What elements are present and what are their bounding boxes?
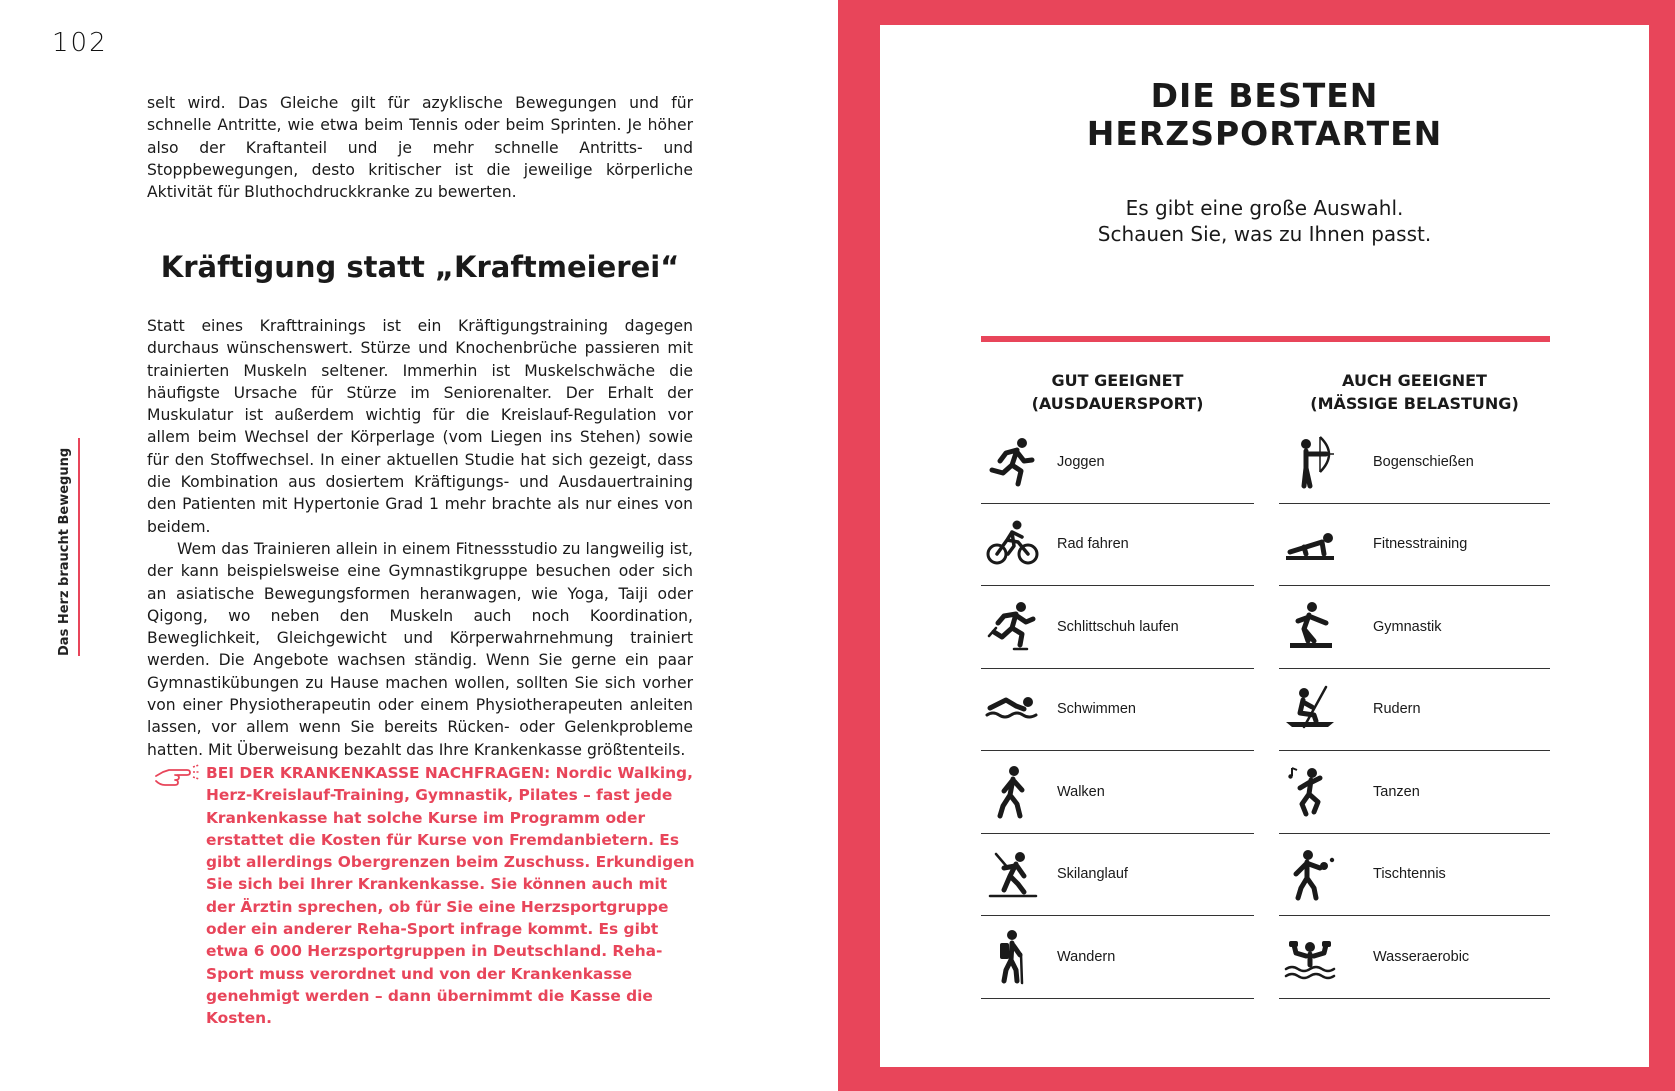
intro-text: selt wird. Das Gleiche gilt für azyklische Bewegungen und für schnelle Antritte, wie etwa beim Tennis oder beim Sprinten. Je höher also der Kraftanteil und je mehr schnelle Antritts- und Stoppbewegungen, desto kritischer ist die jeweilige körperliche Aktivität für Bluthochdruckkranke zu bewerten. (147, 94, 693, 202)
tip-text: BEI DER KRANKENKASSE NACHFRAGEN: Nordic Walking, Herz-Kreislauf-Training, Gymnastik, Pilates – fast jede Krankenkasse hat solche Kurse im Programm oder erstattet die Kosten für Kurse von Fremdanbietern. Es gibt allerdings Obergrenzen beim Zuschuss. Erkundigen Sie sich bei Ihrer Krankenkasse. Sie können auch mit der Ärztin sprechen, ob für Sie eine Herzsportgruppe oder ein anderer Reha-Sport infrage kommt. Es gibt etwa 6 000 Herzsportgruppen in Deutschland. Reha-Sport muss verordnet und von der Krankenkasse genehmigt werden – dann übernimmt die Kasse die Kosten. (206, 764, 695, 1028)
sport-label: Bogenschießen (1373, 453, 1474, 470)
sport-label: Gymnastik (1373, 618, 1442, 635)
column-also-heading (1279, 369, 1550, 421)
sport-label: Schlittschuh laufen (1057, 618, 1179, 635)
dancing-icon (1279, 761, 1341, 823)
column-good-heading-line-1: GUT GEEIGNET (1051, 371, 1184, 390)
sport-label: Tanzen (1373, 783, 1420, 800)
sport-label: Walken (1057, 783, 1105, 800)
side-tab-label: Das Herz braucht Bewegung (54, 438, 80, 656)
sport-label: Rad fahren (1057, 536, 1129, 553)
sport-item (981, 504, 1254, 587)
sport-item (981, 916, 1254, 999)
sport-label: Joggen (1057, 453, 1105, 470)
column-also-heading-line-1: AUCH GEEIGNET (1342, 371, 1487, 390)
intro-paragraph (147, 92, 693, 203)
right-page (838, 0, 1675, 1091)
column-also (1279, 369, 1550, 999)
main-text (147, 315, 693, 761)
sport-item (1279, 916, 1550, 999)
sports-panel (880, 25, 1649, 1067)
sport-label: Tischtennis (1373, 866, 1446, 883)
paragraph-1: Statt eines Krafttrainings ist ein Kräftigungstraining dagegen durchaus wünschenswert. Stürze und Knochenbrüche passieren mit trainierten Muskeln seltener. Immerhin ist Muskelschwäche die häufigste Ursache für Stürze im Seniorenalter. Der Erhalt der Muskulatur ist außerdem wichtig für die Kreislauf-Regulation vor allem beim Wechsel der Körperlage (vom Liegen ins Stehen) sowie für den Stoffwechsel. In einer aktuellen Studie hat sich gezeigt, dass die Kombination aus dosiertem Kräftigungs- und Ausdauertraining den Patienten mit Hypertonie Grad 1 mehr brachte als nur eines von beidem. (147, 317, 693, 536)
sport-item (1279, 421, 1550, 504)
sport-item (1279, 834, 1550, 917)
section-heading: Kräftigung statt „Kraftmeierei“ (160, 250, 680, 284)
panel-title-line-2: HERZSPORTARTEN (1086, 114, 1443, 153)
sport-label: Fitnesstraining (1373, 536, 1468, 553)
sport-item (981, 669, 1254, 752)
panel-subtitle-line-1: Es gibt eine große Auswahl. (1125, 196, 1404, 220)
jogging-icon (981, 431, 1043, 493)
ice-skating-icon (981, 596, 1043, 658)
gymnastics-icon (1279, 596, 1341, 658)
pointing-hand-icon (153, 762, 201, 790)
hiking-icon (981, 926, 1043, 988)
panel-subtitle (880, 195, 1649, 247)
swimming-icon (981, 678, 1043, 740)
table-tennis-icon (1279, 843, 1341, 905)
sport-item (1279, 669, 1550, 752)
cycling-icon (981, 513, 1043, 575)
walking-icon (981, 761, 1043, 823)
column-good-heading (981, 369, 1254, 421)
side-tab (54, 438, 80, 656)
sport-label: Skilanglauf (1057, 866, 1128, 883)
panel-subtitle-line-2: Schauen Sie, was zu Ihnen passt. (1097, 222, 1432, 246)
cross-country-skiing-icon (981, 843, 1043, 905)
panel-title-line-1: DIE BESTEN (1150, 76, 1379, 115)
divider-rule (981, 336, 1550, 342)
sport-item (1279, 751, 1550, 834)
sport-item (981, 586, 1254, 669)
page-number: 102 (52, 28, 108, 58)
column-good-heading-line-2: (AUSDAUERSPORT) (1031, 394, 1204, 413)
panel-title (880, 77, 1649, 153)
rowing-icon (1279, 678, 1341, 740)
water-aerobics-icon (1279, 926, 1341, 988)
sport-item (981, 751, 1254, 834)
sport-label: Schwimmen (1057, 701, 1136, 718)
sport-item (1279, 586, 1550, 669)
sport-item (981, 421, 1254, 504)
column-good (981, 369, 1254, 999)
archery-icon (1279, 431, 1341, 493)
sport-label: Wasseraerobic (1373, 948, 1470, 965)
fitness-pushup-icon (1279, 513, 1341, 575)
paragraph-2: Wem das Trainieren allein in einem Fitnessstudio zu langweilig ist, der kann beispielsweise eine Gymnastikgruppe besuchen oder sich an asiatische Bewegungsformen heranwagen, wie Yoga, Taiji oder Qigong, wo neben den Muskeln auch noch Koordination, Beweglichkeit, Gleichgewicht und Körperwahrnehmung trainiert werden. Die Angebote wachsen ständig. Wenn Sie gerne ein paar Gymnastikübungen zu Hause machen wollen, sollten Sie sich vorher von einer Physiotherapeutin oder einem Physiotherapeuten anleiten lassen, vor allem wenn Sie bereits Rücken- oder Gelenkprobleme hatten. Mit Überweisung bezahlt das Ihre Krankenkasse größtenteils. (147, 539, 693, 759)
sport-label: Rudern (1373, 701, 1421, 718)
sport-item (1279, 504, 1550, 587)
sport-label: Wandern (1057, 948, 1116, 965)
column-also-heading-line-2: (MÄSSIGE BELASTUNG) (1310, 394, 1519, 413)
sport-item (981, 834, 1254, 917)
